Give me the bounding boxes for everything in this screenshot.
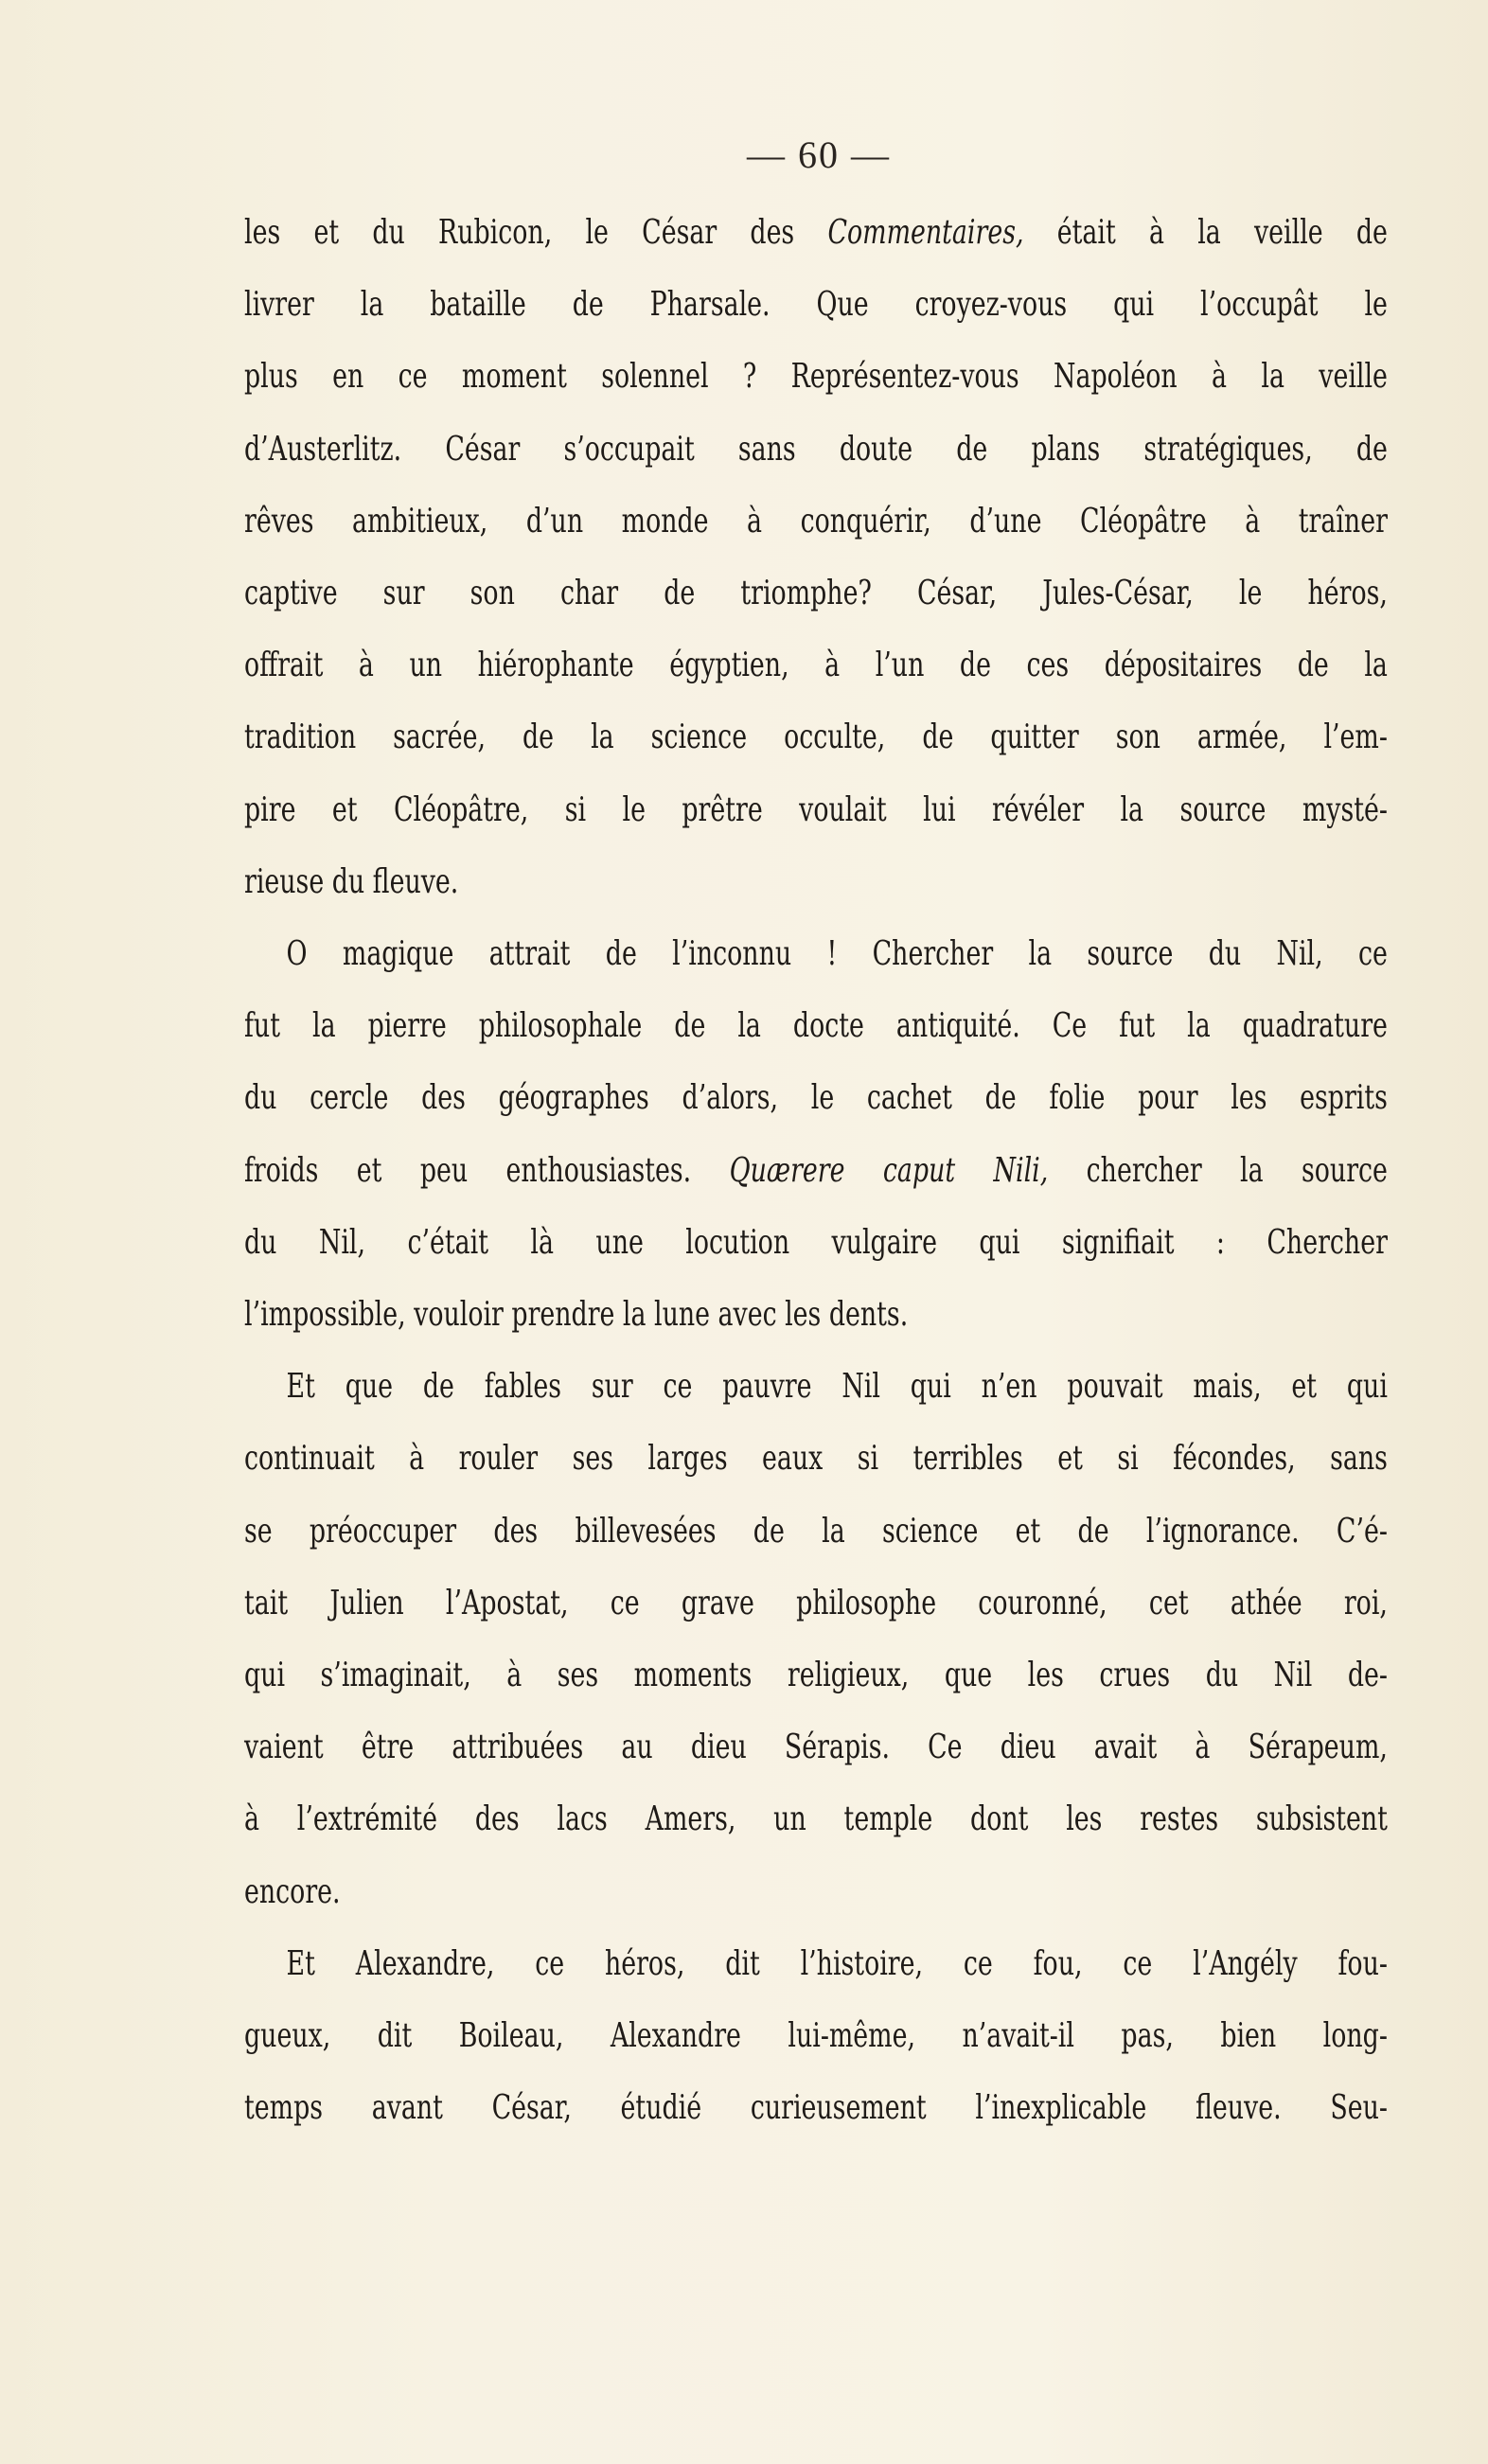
text-line: les et du Rubicon, le César des Commentaires, était à la veille de: [244, 213, 1388, 252]
text-line: pire et Cléopâtre, si le prêtre voulait lui révéler la source mysté-: [244, 789, 1388, 829]
text-line: tait Julien l’Apostat, ce grave philosophe couronné, cet athée roi,: [244, 1583, 1388, 1622]
text-line: O magique attrait de l’inconnu ! Chercher la source du Nil, ce: [286, 934, 1388, 974]
text-line: se préoccuper des billevesées de la science et de l’ignorance. C’é-: [244, 1511, 1388, 1551]
text-line: fut la pierre philosophale de la docte antiquité. Ce fut la quadrature: [244, 1006, 1388, 1046]
page-number: — 60 —: [747, 133, 891, 176]
text-line: captive sur son char de triomphe? César, Jules-César, le héros,: [244, 574, 1388, 613]
text-line: tradition sacrée, de la science occulte, de quitter son armée, l’em-: [244, 718, 1388, 757]
text-line: à l’extrémité des lacs Amers, un temple dont les restes subsistent: [244, 1799, 1388, 1839]
text-line: livrer la bataille de Pharsale. Que croyez-vous qui l’occupât le: [244, 285, 1388, 325]
text-line: continuait à rouler ses larges eaux si terribles et si fécondes, sans: [244, 1439, 1388, 1479]
text-line: Et que de fables sur ce pauvre Nil qui n’en pouvait mais, et qui: [286, 1367, 1388, 1407]
text-line: Et Alexandre, ce héros, dit l’histoire, ce fou, ce l’Angély fou-: [286, 1943, 1388, 1983]
text-line: rieuse du fleuve.: [244, 861, 459, 901]
text-line: d’Austerlitz. César s’occupait sans doute de plans stratégiques, de: [244, 429, 1388, 469]
italic-latin-phrase: Quærere caput Nili,: [729, 1150, 1049, 1190]
body-text: [244, 197, 1388, 2144]
text-line: temps avant César, étudié curieusement l’inexplicable fleuve. Seu-: [244, 2088, 1388, 2128]
text-line: qui s’imaginait, à ses moments religieux, que les crues du Nil de-: [244, 1656, 1388, 1695]
text-line: froids et peu enthousiastes. Quærere caput Nili, chercher la source: [244, 1150, 1388, 1190]
text-line: vaient être attribuées au dieu Sérapis. Ce dieu avait à Sérapeum,: [244, 1728, 1388, 1767]
text-line: plus en ce moment solennel ? Représentez-vous Napoléon à la veille: [244, 357, 1388, 397]
text-line: l’impossible, vouloir prendre la lune avec les dents.: [244, 1295, 909, 1335]
italic-title: Commentaires,: [827, 213, 1024, 252]
text-line: rêves ambitieux, d’un monde à conquérir, d’une Cléopâtre à traîner: [244, 501, 1388, 541]
text-line: offrait à un hiérophante égyptien, à l’un de ces dépositaires de la: [244, 646, 1388, 685]
text-line: du Nil, c’était là une locution vulgaire qui signifiait : Chercher: [244, 1222, 1388, 1262]
text-line: du cercle des géographes d’alors, le cachet de folie pour les esprits: [244, 1078, 1388, 1118]
text-line: gueux, dit Boileau, Alexandre lui-même, n’avait-il pas, bien long-: [244, 2016, 1388, 2056]
text-line: encore.: [244, 1871, 341, 1911]
